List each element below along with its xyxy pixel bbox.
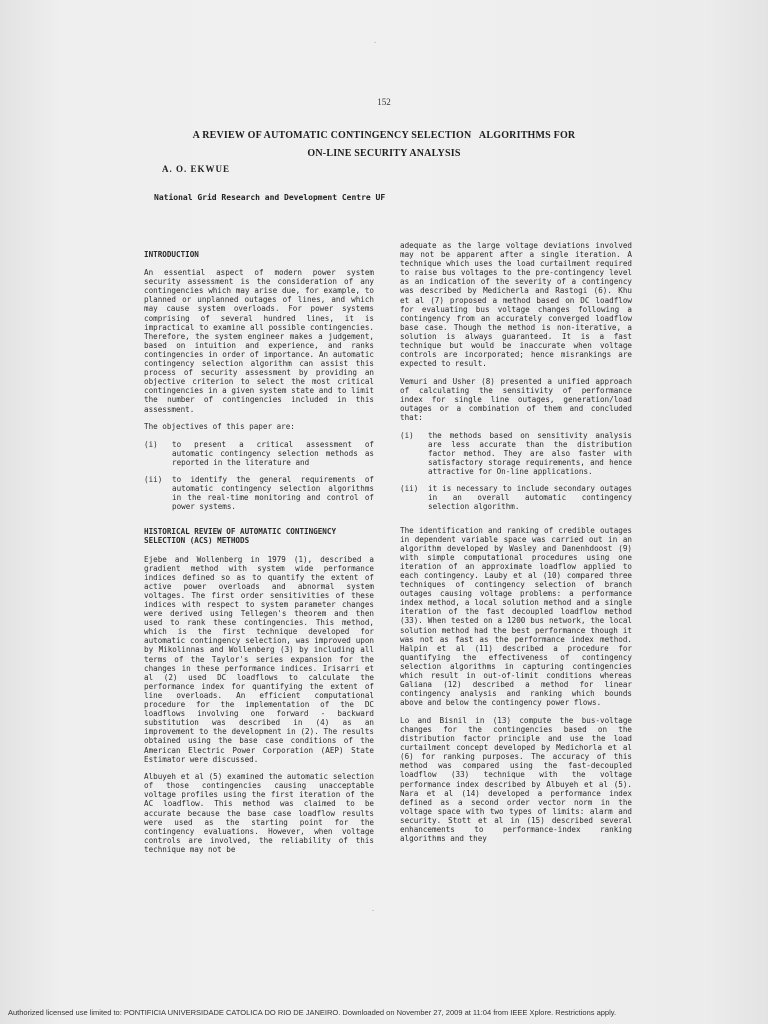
list-item <box>400 431 632 476</box>
paragraph: Vemuri and Usher (8) presented a unified approach of calculating the sensitivity of performance index for single line outages, generation/load outages or a combination of them and concluded that: <box>400 376 632 423</box>
list-item-text: to identify the general requirements of automatic contingency selection algorithms in the real-time monitoring and control of power systems. <box>172 474 374 512</box>
list-item <box>144 440 374 467</box>
title-line-2: ON-LINE SECURITY ANALYSIS <box>307 148 461 159</box>
license-footer: Authorized licensed use limited to: PONTIFICIA UNIVERSIDADE CATOLICA DO RIO DE JANEIRO. Downloaded on November 27, 2009 at 11:04 from IEEE Xplore. Restrictions apply. <box>8 1008 617 1017</box>
title-line-1: A REVIEW OF AUTOMATIC CONTINGENCY SELECTION ALGORITHMS FOR <box>192 130 576 141</box>
right-column <box>400 241 632 852</box>
section-heading-introduction: INTRODUCTION <box>144 250 199 259</box>
section-heading-historical-review: HISTORICAL REVIEW OF AUTOMATIC CONTINGENCY SELECTION (ACS) METHODS <box>144 527 337 546</box>
list-item-label: (ii) <box>144 474 163 484</box>
left-column <box>144 250 374 863</box>
list-item <box>144 475 374 511</box>
paragraph: The identification and ranking of credible outages in dependent variable space was carried out in an algorithm developed by Wasley and Danenhdoost (9) with simple computational procedures using one iteration of an approximate loadflow applied to each contingency. Lauby et al (10) compared three techniques of contingency selection of branch outages causing voltage problems: a performance index method, a local solution method and a single iteration of the fast decoupled loadflow method (33). When tested on a 1200 bus network, the local solution method had the best performance though it was not as fast as the performance index method. Halpin et al (11) described a procedure for quantifying the effectiveness of contingency selection algorithms in capturing contingencies which result in out-of-limit conditions whereas Galiana (12) described a method for linear contingency analysis and ranking which bounds above and below the contingency power flows. <box>400 525 632 708</box>
page-number: 152 <box>377 97 391 107</box>
list-item-text: the methods based on sensitivity analysis are less accurate than the distribution factor method. They are also faster with satisfactory storage requirements, and hence attractive for On-line applications. <box>428 430 632 477</box>
paragraph: An essential aspect of modern power system security assessment is the consideration of any contingencies which may arise due, for example, to planned or unplanned outages of lines, and which may cause system overloads. For power systems comprising of several hundred lines, it is impractical to examine all possible contingencies. Therefore, the system engineer makes a judgement, based on intuition and experience, and ranks contingencies in order of importance. An automatic contingency selection algorithm can assist this process of security assessment by providing an objective criterion to select the most critical contingencies in a given system state and to limit the number of contingencies included in this assessment. <box>144 268 374 414</box>
author: A. O. EKWUE <box>162 164 231 174</box>
paper-title <box>0 127 768 163</box>
paragraph: The objectives of this paper are: <box>144 422 295 432</box>
scan-mark: - <box>374 40 376 46</box>
list-item-text: it is necessary to include secondary outages in an overall automatic contingency selection algorithm. <box>428 484 632 512</box>
paragraph: Lo and Bisnil in (13) compute the bus-voltage changes for the contingencies based on the distribution factor principle and use the load curtailment concept developed by Medichorla et al (6) for ranking purposes. The accuracy of this method was compared using the fast-decoupled loadflow (33) technique with the voltage performance index described by Albuyeh et al (5). Nara et al (14) developed a performance index defined as a second order vector norm in the voltage space with two types of limits: alarm and security. Stott et al in (15) described several enhancements to performance-index ranking algorithms and they <box>400 715 632 844</box>
paragraph: Albuyeh et al (5) examined the automatic selection of those contingencies causing unacceptable voltage profiles using the first iteration of the AC loadflow. This method was claimed to be accurate because the base case loadflow results were used as the starting point for the contingency evaluations. However, when voltage controls are involved, the reliability of this technique may not be <box>144 772 374 854</box>
paragraph: adequate as the large voltage deviations involved may not be apparent after a single iteration. A technique which uses the load curtailment required to raise bus voltages to the pre-contingency level as an indication of the severity of a contingency was described by Medicherla and Rastogi (6). Khu et al (7) proposed a method based on DC loadflow for evaluating bus voltage changes following a contingency from an accurately converged loadflow base case. Though the method is non-iterative, a solution is always guaranteed. It is a fast technique but would be inaccurate when voltage controls are incorporated; hence misrankings are expected to result. <box>400 241 632 369</box>
scan-mark: - <box>372 908 374 914</box>
list-item-label: (ii) <box>400 484 419 494</box>
list-item-text: to present a critical assessment of automatic contingency selection methods as reported in the literature and <box>172 439 374 467</box>
paragraph: Ejebe and Wollenberg in 1979 (1), described a gradient method with system wide performance indices defined so as to quantify the extent of active power overloads and abnormal system voltages. The first order sensitivities of these indices with respect to system parameter changes were derived using Tellegen's theorem and then used to rank these contingencies. This method, which is the first technique developed for automatic contingency selection, was improved upon by Mikolinnas and Wollenberg (3) by including all terms of the Taylor's series expansion for the changes in these performance indices. Irisarri et al (2) used DC loadflows to calculate the performance index for quantifying the extent of line overloads. An efficient computational procedure for the implementation of the DC loadflows involving one forward - backward substitution was described in (4) as an improvement to the development in (2). The results obtained using the base case conditions of the American Electric Power Corporation (AEP) State Estimator were discussed. <box>144 554 374 764</box>
list-item-label: (i) <box>400 430 414 440</box>
affiliation: National Grid Research and Development Centre UF <box>154 193 386 202</box>
list-item-label: (i) <box>144 439 158 449</box>
list-item <box>400 484 632 511</box>
